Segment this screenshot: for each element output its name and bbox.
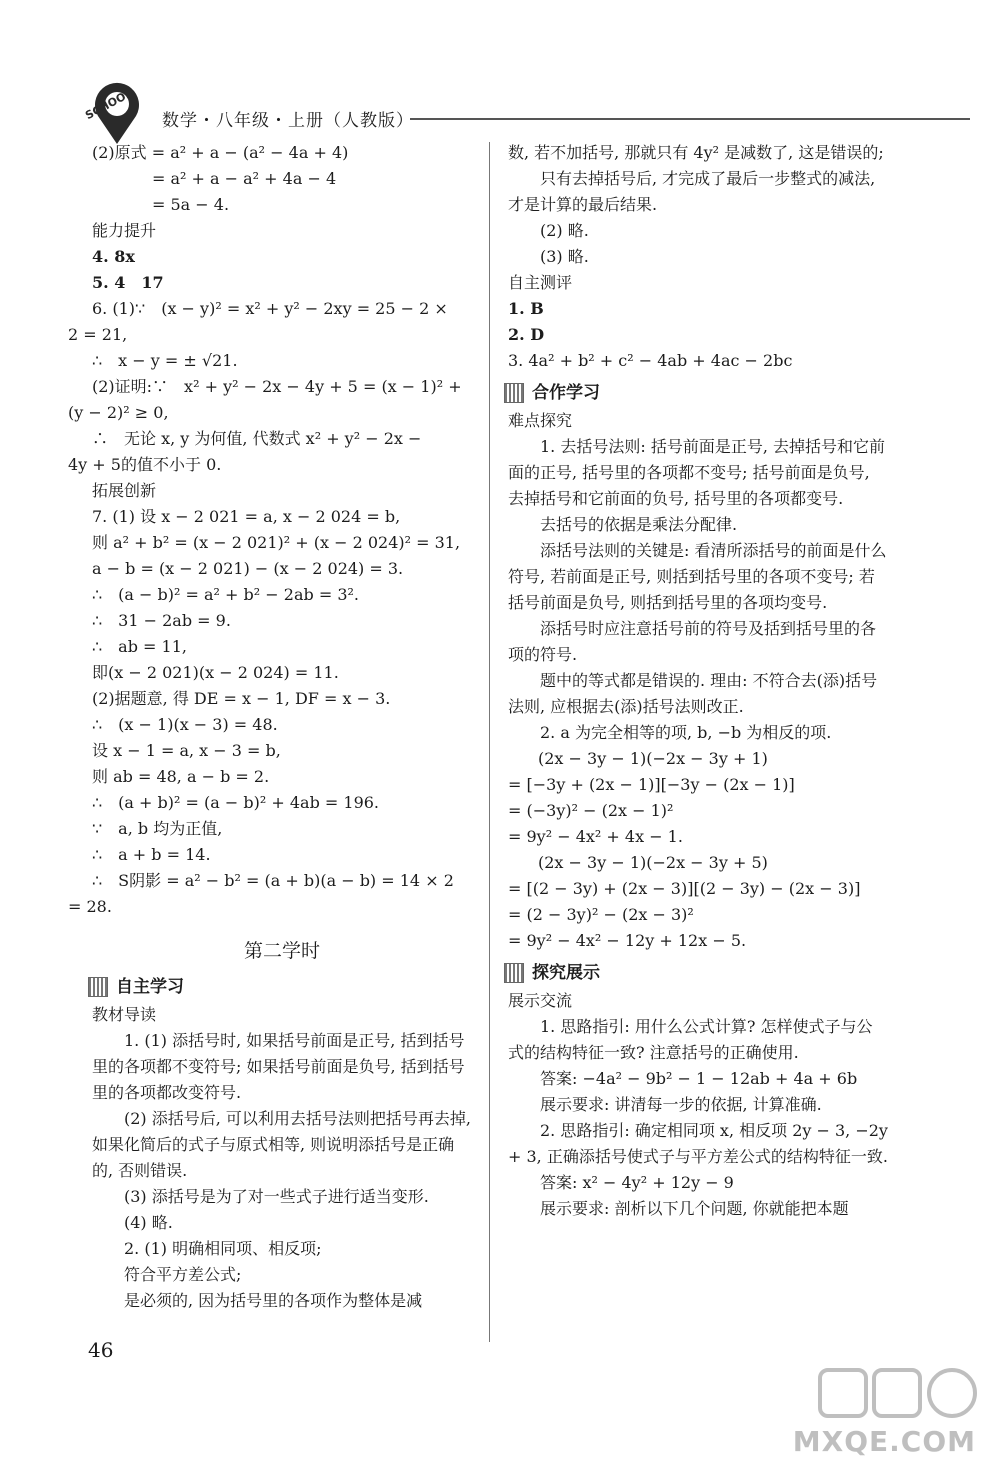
- math-line: = 9y² − 4x² − 12y + 12x − 5.: [508, 931, 747, 950]
- paragraph: 添括号时应注意括号前的符号及括到括号里的各项的符号.: [508, 619, 877, 664]
- answer-line: ∴ (x − 1)(x − 3) = 48.: [92, 715, 278, 734]
- answer-line: ∴ 31 − 2ab = 9.: [92, 611, 231, 630]
- section-heading: [504, 960, 888, 986]
- section-title: 自主学习: [116, 977, 184, 997]
- section-heading: [504, 380, 888, 406]
- paragraph: 展示要求: 剖析以下几个问题, 你就能把本题: [540, 1199, 849, 1218]
- paragraph: 添括号法则的关键是: 看清所添括号的前面是什么符号, 若前面是正号, 则括到括号里的各项不变号; 若括号前面是负号, 则括到括号里的各项均变号.: [508, 541, 887, 612]
- section-icon: [504, 383, 524, 403]
- subheading: 展示交流: [508, 991, 573, 1010]
- paragraph: 2. 思路指引: 确定相同项 x, 相反项 2y − 3, −2y + 3, 正确添括号使式子与平方差公式的结构特征一致.: [508, 1121, 888, 1166]
- paragraph: 只有去掉括号后, 才完成了最后一步整式的减法, 才是计算的最后结果.: [508, 169, 876, 214]
- paragraph: (4) 略.: [124, 1213, 173, 1232]
- answer-line: = a² + a − a² + 4a − 4: [152, 169, 337, 188]
- answer-line: = 28.: [68, 897, 112, 916]
- paragraph: 是必须的, 因为括号里的各项作为整体是减: [124, 1291, 423, 1310]
- answer-line: 4. 8x: [92, 247, 135, 266]
- paragraph: 2. (1) 明确相同项、相反项;: [124, 1239, 322, 1258]
- answer-line: 2. D: [508, 325, 545, 344]
- column-divider: [489, 142, 490, 1342]
- paragraph: 数, 若不加括号, 那就只有 4y² 是减数了, 这是错误的;: [508, 143, 884, 162]
- answer-line: (2)证明:∵ x² + y² − 2x − 4y + 5 = (x − 1)² +: [92, 377, 462, 396]
- section-icon: [504, 963, 524, 983]
- math-line: = [−3y + (2x − 1)][−3y − (2x − 1)]: [508, 775, 795, 794]
- header-rule: [410, 118, 970, 120]
- school-logo-icon: [80, 78, 155, 148]
- math-line: = (2 − 3y)² − (2x − 3)²: [508, 905, 694, 924]
- paragraph: 答案: x² − 4y² + 12y − 9: [540, 1173, 734, 1192]
- answer-line: 7. (1) 设 x − 2 021 = a, x − 2 024 = b,: [92, 507, 401, 526]
- answer-line: ∴ S阴影 = a² − b² = (a + b)(a − b) = 14 × 2: [92, 871, 454, 890]
- section-title: 探究展示: [532, 963, 600, 983]
- subheading: 自主测评: [508, 273, 573, 292]
- answer-line: 4y + 5的值不小于 0.: [68, 455, 222, 474]
- paragraph: (2) 添括号后, 可以利用去括号法则把括号再去掉, 如果化简后的式子与原式相等, 则说明添括号是正确的, 否则错误.: [92, 1109, 472, 1180]
- math-line: = (−3y)² − (2x − 1)²: [508, 801, 674, 820]
- logo-text: SCHOOL: [83, 86, 135, 123]
- answer-line: 则 a² + b² = (x − 2 021)² + (x − 2 024)² = 31,: [92, 533, 461, 552]
- answer-line: ∴ (a − b)² = a² + b² − 2ab = 3².: [92, 585, 360, 604]
- math-line: = [(2 − 3y) + (2x − 3)][(2 − 3y) − (2x − 3)]: [508, 879, 861, 898]
- paragraph: (3) 略.: [540, 247, 589, 266]
- answer-line: 6. (1)∵ (x − y)² = x² + y² − 2xy = 25 − 2 ×: [92, 299, 448, 318]
- paragraph: 2. a 为完全相等的项, b, −b 为相反的项.: [540, 723, 832, 742]
- lesson-title: 第二学时: [243, 940, 320, 962]
- subheading: 能力提升: [92, 221, 157, 240]
- answer-line: (y − 2)² ≥ 0,: [68, 403, 169, 422]
- paragraph: (3) 添括号是为了对一些式子进行适当变形.: [124, 1187, 429, 1206]
- paragraph: 1. 去括号法则: 括号前面是正号, 去掉括号和它前面的正号, 括号里的各项都不变号; 括号前面是负号, 去掉括号和它前面的负号, 括号里的各项都变号.: [508, 437, 886, 508]
- math-line: = 9y² − 4x² + 4x − 1.: [508, 827, 683, 846]
- subheading: 拓展创新: [92, 481, 157, 500]
- answer-line: 1. B: [508, 299, 544, 318]
- paragraph: 1. (1) 添括号时, 如果括号前面是正号, 括到括号里的各项都不变符号; 如果括号前面是负号, 括到括号里的各项都改变符号.: [92, 1031, 465, 1102]
- right-column: [508, 140, 888, 1222]
- answer-line: (2)原式 = a² + a − (a² − 4a + 4): [92, 143, 349, 162]
- answer-line: ∴ 无论 x, y 为何值, 代数式 x² + y² − 2x −: [92, 429, 422, 448]
- paragraph: 展示要求: 讲清每一步的依据, 计算准确.: [540, 1095, 822, 1114]
- answer-line: ∴ x − y = ± √21.: [92, 351, 238, 370]
- answer-line: 则 ab = 48, a − b = 2.: [92, 767, 270, 786]
- watermark: [792, 1366, 990, 1466]
- paragraph: 答案: −4a² − 9b² − 1 − 12ab + 4a + 6b: [540, 1069, 858, 1088]
- section-heading: [88, 974, 472, 1000]
- left-column: [68, 140, 472, 1314]
- answer-line: 设 x − 1 = a, x − 3 = b,: [92, 741, 281, 760]
- math-line: (2x − 3y − 1)(−2x − 3y + 5): [538, 853, 768, 872]
- math-line: (2x − 3y − 1)(−2x − 3y + 1): [538, 749, 768, 768]
- paragraph: (2) 略.: [540, 221, 589, 240]
- answer-line: 即(x − 2 021)(x − 2 024) = 11.: [92, 663, 339, 682]
- answer-line: ∵ a, b 均为正值,: [92, 819, 223, 838]
- section-title: 合作学习: [532, 383, 600, 403]
- answer-line: (2)据题意, 得 DE = x − 1, DF = x − 3.: [92, 689, 391, 708]
- answer-line: 5. 4 17: [92, 273, 164, 292]
- paragraph: 符合平方差公式;: [124, 1265, 242, 1284]
- answer-line: = 5a − 4.: [152, 195, 230, 214]
- subheading: 难点探究: [508, 411, 573, 430]
- paragraph: 1. 思路指引: 用什么公式计算? 怎样使式子与公式的结构特征一致? 注意括号的正确使用.: [508, 1017, 873, 1062]
- section-icon: [88, 977, 108, 997]
- watermark-text: MXQE.COM: [792, 1425, 976, 1458]
- answer-line: ∴ ab = 11,: [92, 637, 187, 656]
- answer-line: 3. 4a² + b² + c² − 4ab + 4ac − 2bc: [508, 351, 793, 370]
- answer-line: ∴ a + b = 14.: [92, 845, 211, 864]
- paragraph: 题中的等式都是错误的. 理由: 不符合去(添)括号法则, 应根据去(添)括号法则改正.: [508, 671, 878, 716]
- paragraph: 去括号的依据是乘法分配律.: [540, 515, 738, 534]
- answer-line: ∴ (a + b)² = (a − b)² + 4ab = 196.: [92, 793, 380, 812]
- page-number: 46: [88, 1338, 114, 1362]
- answer-line: a − b = (x − 2 021) − (x − 2 024) = 3.: [92, 559, 404, 578]
- answer-line: 2 = 21,: [68, 325, 128, 344]
- page-header: [80, 78, 990, 138]
- subheading: 教材导读: [92, 1005, 157, 1024]
- book-title: 数学・八年级・上册（人教版）: [162, 111, 414, 131]
